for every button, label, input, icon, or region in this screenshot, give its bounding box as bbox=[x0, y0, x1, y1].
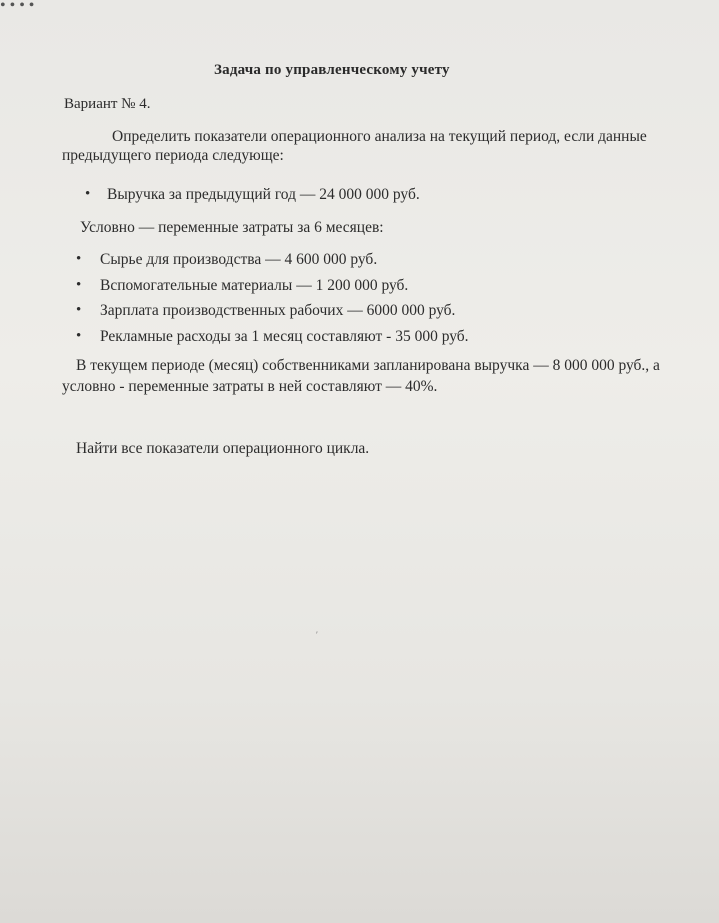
cut-off-top-text: • • • • bbox=[0, 0, 35, 12]
cost-text: Рекламные расходы за 1 месяц составляют - 35 000 руб. bbox=[100, 327, 469, 345]
list-item bbox=[70, 276, 469, 302]
list-item bbox=[70, 327, 469, 353]
bullet-icon: • bbox=[76, 327, 82, 344]
current-period-text: В текущем периоде (месяц) собственниками запланирована выручка — 8 000 000 руб., а условно - переменные затраты в ней составляют — 40%. bbox=[62, 357, 660, 395]
bullet-icon: • bbox=[76, 302, 82, 318]
cost-text: Вспомогательные материалы — 1 200 000 руб. bbox=[100, 276, 409, 294]
prev-revenue-item bbox=[85, 186, 420, 204]
bullet-icon: • bbox=[85, 186, 91, 202]
cost-text: Сырье для производства — 4 600 000 руб. bbox=[100, 251, 378, 268]
costs-list bbox=[70, 250, 469, 352]
list-item bbox=[70, 250, 469, 276]
variable-costs-header: Условно — переменные затраты за 6 месяцев: bbox=[80, 219, 384, 236]
current-period-paragraph bbox=[62, 355, 662, 397]
bullet-icon: • bbox=[76, 276, 82, 293]
cost-text: Зарплата производственных рабочих — 6000 000 руб. bbox=[100, 302, 456, 319]
intro-paragraph bbox=[62, 127, 652, 165]
variant-number: Вариант № 4. bbox=[64, 96, 151, 112]
list-item bbox=[70, 301, 469, 327]
bullet-icon: • bbox=[76, 251, 82, 267]
task-statement: Найти все показатели операционного цикла. bbox=[76, 440, 370, 457]
prev-revenue-text: Выручка за предыдущий год — 24 000 000 руб. bbox=[107, 186, 420, 203]
intro-text: Определить показатели операционного анализа на текущий период, если данные предыдущего периода следующе: bbox=[62, 128, 647, 164]
stray-mark: ′ bbox=[316, 630, 318, 640]
document-title: Задача по управленческому учету bbox=[214, 62, 450, 78]
